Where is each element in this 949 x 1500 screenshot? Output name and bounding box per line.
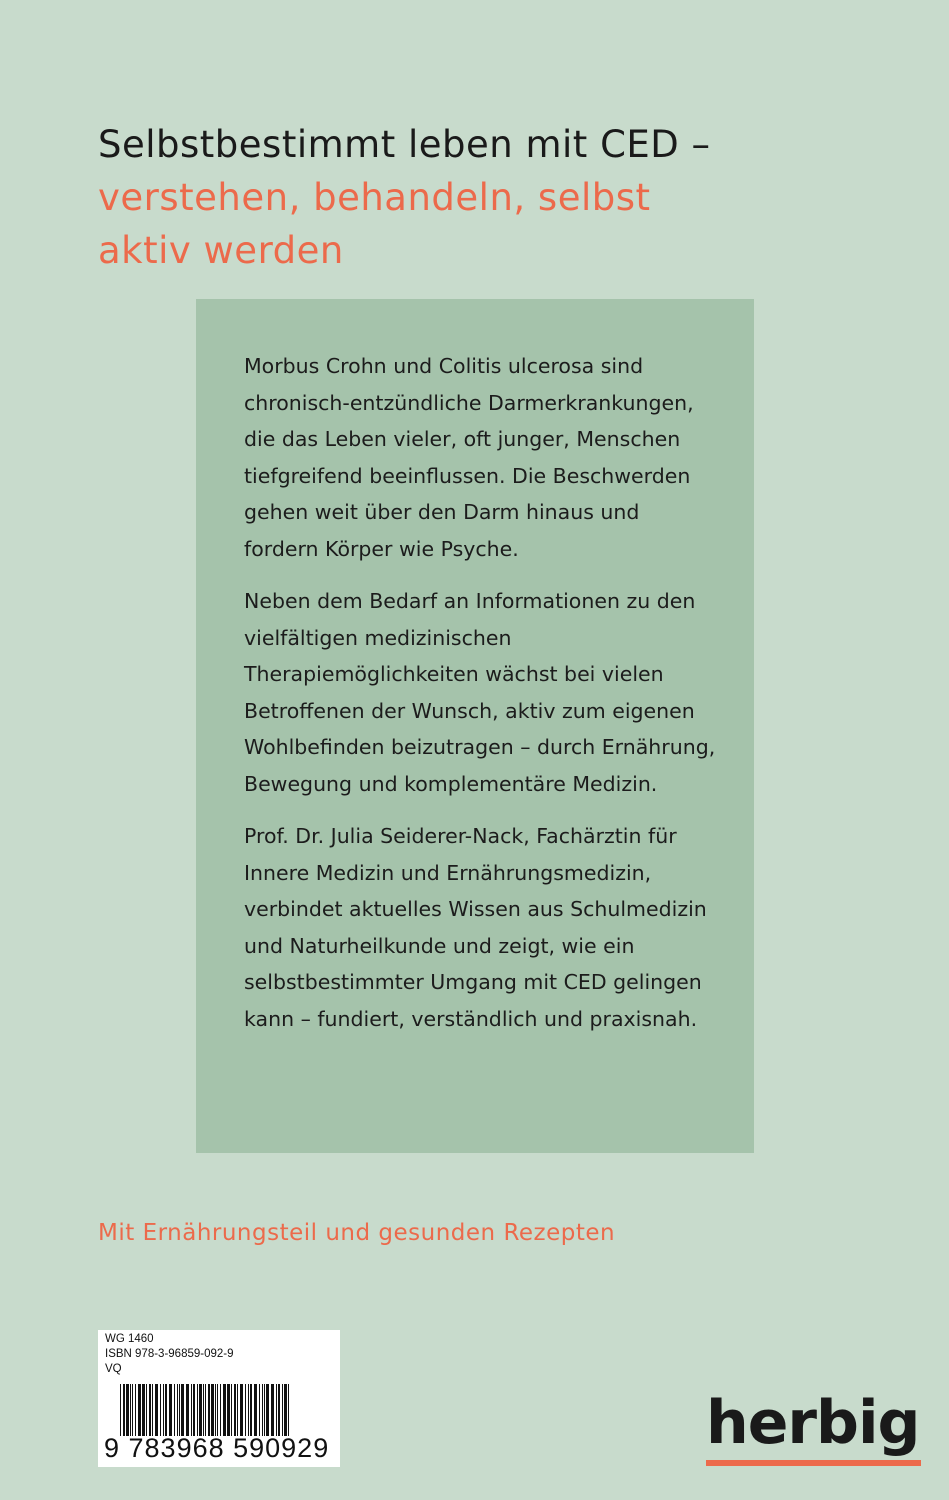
barcode-bar — [123, 1384, 125, 1436]
barcode-bar — [211, 1384, 214, 1436]
barcode-bar — [169, 1384, 172, 1436]
barcode-bar — [163, 1384, 164, 1436]
barcode-bar — [191, 1384, 192, 1436]
barcode-bar — [250, 1384, 252, 1436]
barcode-bar — [165, 1384, 167, 1436]
barcode-meta — [105, 1332, 234, 1377]
barcode-bar — [160, 1384, 161, 1436]
barcode-bar — [245, 1384, 246, 1436]
barcode-bar — [288, 1384, 289, 1436]
barcode-wg: WG 1460 — [105, 1333, 154, 1345]
barcode-bar — [203, 1384, 204, 1436]
barcode-label — [98, 1330, 340, 1467]
barcode-bar — [278, 1384, 280, 1436]
barcode-bar — [231, 1384, 232, 1436]
barcode-bar — [197, 1384, 198, 1436]
barcode-digits: 9 783968 590929 — [104, 1433, 330, 1463]
barcode-bar — [174, 1384, 175, 1436]
barcode-bar — [186, 1384, 189, 1436]
barcode-bar — [193, 1384, 195, 1436]
barcode-bar — [146, 1384, 147, 1436]
tagline: Mit Ernährungsteil und gesunden Rezepten — [98, 1220, 616, 1246]
barcode-bar — [237, 1384, 238, 1436]
barcode-bar — [181, 1384, 184, 1436]
barcode-bar — [259, 1384, 260, 1436]
barcode-bar — [155, 1384, 158, 1436]
barcode-bars — [98, 1384, 340, 1436]
barcode-bar — [240, 1384, 243, 1436]
barcode-bar — [254, 1384, 257, 1436]
barcode-bar — [282, 1384, 283, 1436]
barcode-bar — [264, 1384, 265, 1436]
barcode-bar — [126, 1384, 129, 1436]
blurb-text — [244, 348, 719, 1053]
barcode-bar — [138, 1384, 141, 1436]
barcode-bar — [142, 1384, 145, 1436]
barcode-isbn: ISBN 978-3-96859-092-9 — [105, 1348, 234, 1360]
barcode-bar — [199, 1384, 202, 1436]
barcode-bar — [149, 1384, 151, 1436]
headline-line-1: Selbstbestimmt leben mit CED – — [98, 123, 711, 166]
barcode-bar — [130, 1384, 131, 1436]
barcode-bar — [120, 1384, 121, 1436]
publisher-logo-underline — [706, 1460, 921, 1466]
barcode-bar — [135, 1384, 136, 1436]
barcode-bar — [223, 1384, 226, 1436]
headline — [98, 118, 898, 277]
publisher-logo: herbig — [706, 1388, 920, 1458]
barcode-bar — [177, 1384, 178, 1436]
barcode-bar — [262, 1384, 263, 1436]
barcode-bar — [284, 1384, 287, 1436]
barcode-bar — [215, 1384, 216, 1436]
barcode-bar — [208, 1384, 210, 1436]
blurb-paragraph-2: Neben dem Bedarf an Informationen zu den vielfältigen medizinischen Therapiemöglichkeiten wächst bei vielen Betroffenen der Wunsch, aktiv zum eigenen Wohlbefinden beizutragen – durch Ernährung, Bewegung und komplementäre Medizin. — [244, 589, 716, 796]
barcode-bar — [227, 1384, 230, 1436]
blurb-paragraph-3: Prof. Dr. Julia Seiderer-Nack, Fachärztin für Innere Medizin und Ernährungsmedizin, verbindet aktuelles Wissen aus Schulmedizin und Naturheilkunde und zeigt, wie ein selbstbestimmter Umgang mit CED gelingen kann – fundiert, verständlich und praxisnah. — [244, 824, 707, 1031]
barcode-bar — [179, 1384, 180, 1436]
barcode-bar — [276, 1384, 277, 1436]
barcode-bar — [271, 1384, 274, 1436]
barcode-bar — [132, 1384, 133, 1436]
barcode-bar — [217, 1384, 218, 1436]
barcode-bar — [220, 1384, 221, 1436]
barcode-bar — [234, 1384, 236, 1436]
barcode-code: VQ — [105, 1363, 122, 1375]
headline-line-2: verstehen, behandeln, selbst aktiv werden — [98, 176, 651, 272]
barcode-bar — [152, 1384, 153, 1436]
barcode-bar — [266, 1384, 269, 1436]
barcode-bar — [248, 1384, 249, 1436]
blurb-paragraph-1: Morbus Crohn und Colitis ulcerosa sind chronisch-entzündliche Darmerkrankungen, die das Leben vieler, oft junger, Menschen tiefgreifend beeinflussen. Die Beschwerden gehen weit über den Darm hinaus und fordern Körper wie Psyche. — [244, 354, 694, 561]
barcode-bar — [205, 1384, 206, 1436]
